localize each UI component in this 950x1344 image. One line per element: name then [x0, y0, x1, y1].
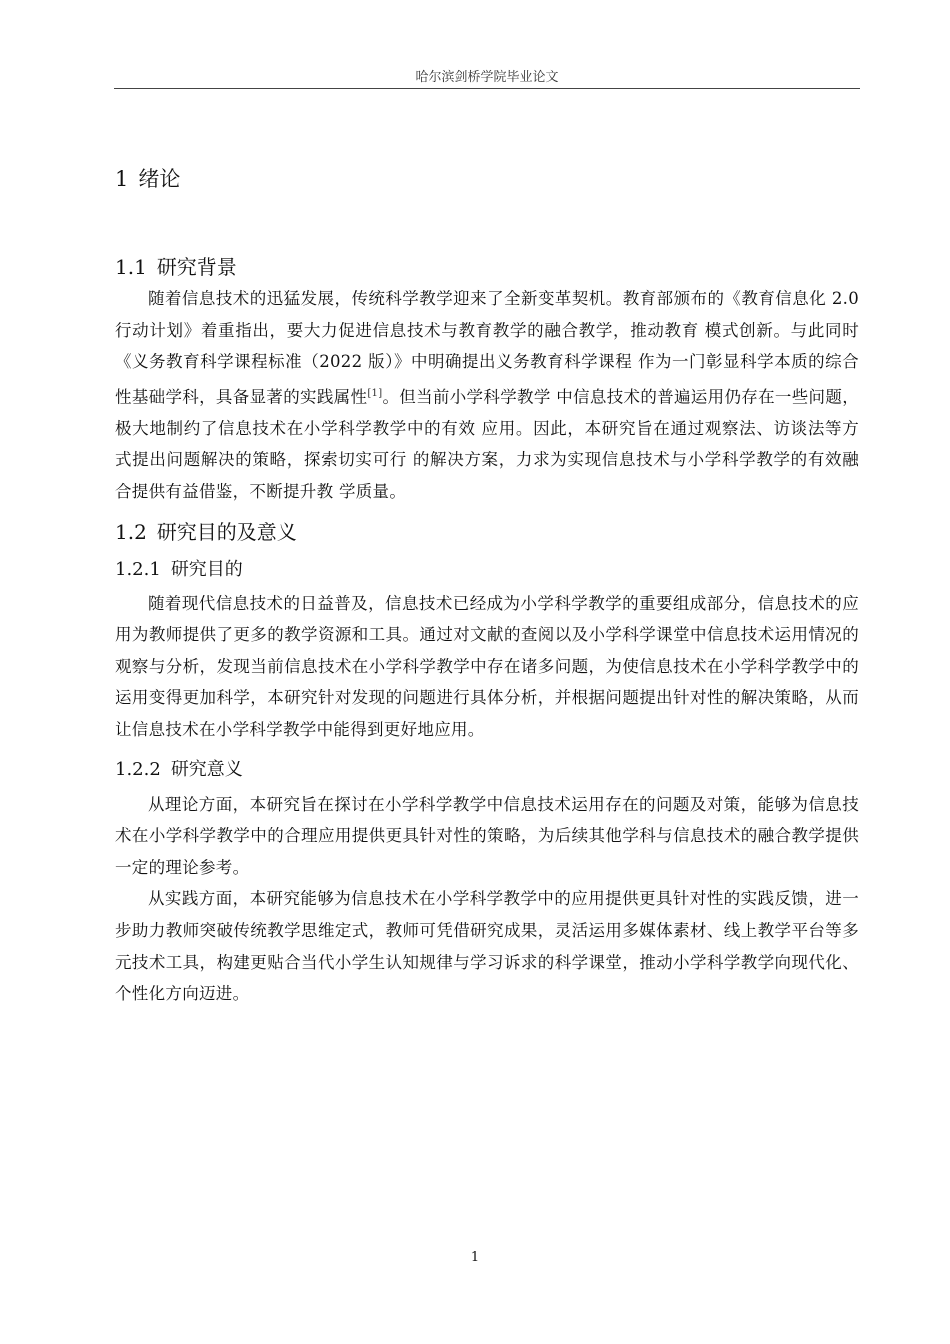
subsection-title: 研究目的	[170, 558, 243, 580]
chapter-heading	[115, 163, 859, 193]
header-divider	[114, 88, 860, 89]
chapter-number: 1	[115, 167, 129, 191]
subsection-heading-purpose	[115, 555, 859, 581]
page-number: 1	[470, 1250, 480, 1265]
running-header: 哈尔滨剑桥学院毕业论文	[415, 70, 559, 85]
section-heading-background	[115, 251, 859, 280]
background-text-a: 随着信息技术的迅猛发展，传统科学教学迎来了全新变革契机。教育部颁布的《教育信息化 2.0 行动计划》着重指出，要大力促进信息技术与教育教学的融合教学，推动教育 模式创新。与此同时《义务教育科学课程标准（2022 版）》中明确提出义务教育科学课程 作为一门彰显科学本质的综合性基础学科，具备显著的实践属性	[115, 289, 859, 407]
significance-theory-paragraph: 从理论方面，本研究旨在探讨在小学科学教学中信息技术运用存在的问题及对策，能够为信息技术在小学科学教学中的合理应用提供更具针对性的策略，为后续其他学科与信息技术的融合教学提供一定的理论参考。	[115, 794, 859, 877]
section-heading-purpose-significance	[115, 516, 859, 545]
section-title: 研究目的及意义	[156, 519, 297, 544]
chapter-title: 绪论	[138, 167, 181, 191]
significance-practice-paragraph: 从实践方面，本研究能够为信息技术在小学科学教学中的应用提供更具针对性的实践反馈，进一步助力教师突破传统教学思维定式，教师可凭借研究成果，灵活运用多媒体素材、线上教学平台等多元技术工具，构建更贴合当代小学生认知规律与学习诉求的科学课堂，推动小学科学教学向现代化、个性化方向迈进。	[115, 889, 859, 1004]
background-text-b: 。但当前小学科学教学 中信息技术的普遍运用仍存在一些问题，极大地制约了信息技术在小学科学教学中的有效 应用。因此，本研究旨在通过观察法、访谈法等方式提出问题解决的策略，探索切实可行 的解决方案，力求为实现信息技术与小学科学教学的有效融合提供有益借鉴，不断提升教 学质量。	[115, 387, 860, 502]
section-title: 研究背景	[156, 255, 237, 279]
section-number: 1.1	[115, 255, 147, 279]
citation-ref[interactable]: [1]	[367, 387, 383, 399]
subsection-heading-significance	[115, 755, 859, 781]
page-body	[115, 160, 859, 1010]
section-number: 1.2	[115, 519, 147, 544]
purpose-paragraph: 随着现代信息技术的日益普及，信息技术已经成为小学科学教学的重要组成部分，信息技术的应用为教师提供了更多的教学资源和工具。通过对文献的查阅以及小学科学课堂中信息技术运用情况的观察与分析，发现当前信息技术在小学科学教学中存在诸多问题，为使信息技术在小学科学教学中的运用变得更加科学，本研究针对发现的问题进行具体分析，并根据问题提出针对性的解决策略，从而让信息技术在小学科学教学中能得到更好地应用。	[115, 593, 859, 740]
subsection-title: 研究意义	[170, 758, 243, 780]
subsection-number: 1.2.1	[115, 558, 161, 580]
background-paragraph	[115, 283, 859, 508]
subsection-number: 1.2.2	[115, 758, 161, 780]
